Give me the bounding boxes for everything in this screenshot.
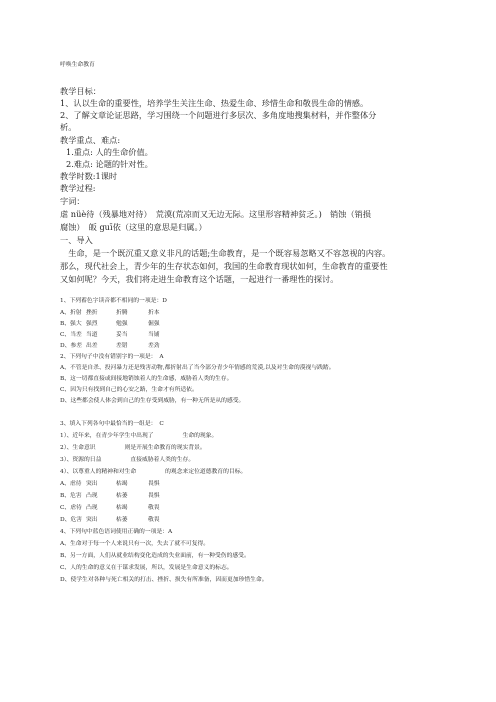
q3-option-row — [60, 480, 178, 488]
vocabulary-heading: 字词： — [60, 196, 85, 206]
q1-b-4: 倔强 — [148, 321, 160, 327]
q3-b-4: 畏惧 — [148, 493, 160, 499]
q3-sentence-4: 4）、以尊重人的精神和对生命 的观念来定位道德教育的目标。 — [60, 469, 247, 475]
teaching-hours: 教学时数:1课时 — [60, 171, 118, 181]
teaching-process: 教学过程: — [60, 183, 96, 193]
q1-d-4: 差劲 — [148, 343, 160, 349]
q2-option-c: C、因为只有找到自己的心安之路，生命才有所适依。 — [60, 387, 198, 393]
q3-a-3: 枯竭 — [116, 481, 128, 487]
q3-b-1: B、危害 — [60, 493, 82, 499]
q1-d-3: 差错 — [116, 343, 128, 349]
q1-option-row — [60, 320, 178, 328]
q3-option-row — [60, 492, 178, 500]
q1-c-4: 当铺 — [148, 332, 160, 338]
q4-option-c: C、人的生命的意义在于谋求发展，所以，发展是生命意义的标志。 — [60, 565, 233, 571]
q3-d-3: 枯萎 — [116, 517, 128, 523]
q1-a-3: 折腾 — [116, 310, 128, 316]
q3-c-2: 凸现 — [86, 505, 98, 511]
q3-option-row — [60, 504, 178, 512]
key-point-2: 2.难点: 论题的针对性。 — [66, 159, 153, 169]
q1-a-4: 折本 — [148, 310, 160, 316]
q1-c-1: C、当差 — [60, 332, 82, 338]
q3-c-1: C、虐待 — [60, 505, 82, 511]
key-points-heading: 教学重点、难点: — [60, 135, 121, 145]
q3-b-2: 凸现 — [86, 493, 98, 499]
key-point-1: 1.重点: 人的生命价值。 — [66, 147, 153, 157]
intro-heading: 一、导入 — [60, 235, 93, 245]
intro-paragraph-line-1: 生命，是一个既沉重又意义非凡的话题;生命教育，是一个既容易忽略又不容忽视的内容。 — [60, 248, 391, 258]
goal-1: 1、认以生命的重要性，培养学生关注生命、热爱生命、珍惜生命和敬畏生命的情感。 — [60, 98, 369, 108]
q3-c-4: 敬畏 — [148, 505, 160, 511]
q4-option-d: D、使学生对各种与死亡相关的打击、挫折、损失有所准备，因而更加珍惜生命。 — [60, 577, 268, 583]
q3-a-4: 畏惧 — [148, 481, 160, 487]
q2-option-d: D、这些都会使人体会到自己的生存受到威胁，有一种无所是从的感受。 — [60, 398, 245, 404]
q1-stem: 1、下列蓄色字读音都不相同的一项是：D — [60, 298, 167, 304]
q1-d-2: 出差 — [86, 343, 98, 349]
q3-sentence-3: 3）、资源的日益 直接威胁着人类的生存。 — [60, 457, 195, 463]
q3-a-1: A、虐待 — [60, 481, 82, 487]
q1-b-2: 强烈 — [86, 321, 98, 327]
q1-d-1: D、参差 — [60, 343, 83, 349]
intro-paragraph-line-2: 那么，现代社会上，青少年的生存状态如何，我国的生命教育现状如何，生命教育的重要性 — [60, 261, 388, 271]
q3-d-1: D、危害 — [60, 517, 83, 523]
q1-option-row — [60, 309, 178, 317]
q3-a-2: 突出 — [86, 481, 98, 487]
intro-paragraph-line-3: 又如何呢？今天，我们将走进生命教育这个话题，一起进行一番理性的探讨。 — [60, 274, 339, 284]
goal-2-line-1: 2、了解文章论证思路，学习围绕一个问题进行多层次、多角度地搜集材料，并作整体分 — [60, 110, 377, 120]
q3-d-2: 突出 — [86, 517, 98, 523]
q1-option-row — [60, 331, 178, 339]
q4-option-b: B、另一方面，人们从就业结构变化造成的失业面前，有一种受伤的感受。 — [60, 553, 250, 559]
goals-heading: 教学目标： — [60, 86, 101, 96]
vocabulary-line-2: 腐蚀） 皈 guī依（这里的意思是归属。） — [60, 222, 207, 232]
q1-c-3: 妥当 — [116, 332, 128, 338]
q3-c-3: 枯竭 — [116, 505, 128, 511]
q2-stem: 2、下列句子中没有错别字的一项是： A — [60, 354, 164, 360]
goal-2-line-2: 析。 — [60, 122, 77, 132]
document-title: 呼唤生命教育 — [60, 62, 95, 68]
q2-option-b: B、这一切都直接或间接地销蚀着人的生命感，威胁着人类的生存。 — [60, 376, 233, 382]
q3-sentence-1: 1）、近年来，在青少年学生中出现了 生命的现象。 — [60, 433, 218, 439]
q1-b-3: 勉强 — [116, 321, 128, 327]
q4-stem: 4、下列句中蓝色语词使用正确的一项是：A — [60, 529, 173, 535]
q4-option-a: A、生命对于每一个人来说只有一次，失去了就不可复得。 — [60, 541, 210, 547]
q3-sentence-2: 2）、生命意识 则是开展生命教育的现实背景。 — [60, 445, 206, 451]
q3-d-4: 敬畏 — [148, 517, 160, 523]
q3-b-3: 枯萎 — [116, 493, 128, 499]
q1-option-row — [60, 342, 178, 350]
q1-c-2: 当道 — [86, 332, 98, 338]
q1-a-2: 挫折 — [86, 310, 98, 316]
vocabulary-line-1: 虐 nüè待（残暴地对待） 荒漠(荒凉而又无边无际。这里形容精神贫乏。) 销蚀（销损 — [60, 209, 371, 219]
q3-stem: 3、填入下列各句中最恰当的一组是： C — [60, 421, 164, 427]
q1-b-1: B、强大 — [60, 321, 82, 327]
q1-a-1: A、折射 — [60, 310, 82, 316]
q3-option-row — [60, 516, 178, 524]
q2-option-a: A、不管是自杀、投河暴力还是残害动物,都折射出了当今部分青少年情感的荒漠,以及对生命的漠视与践踏。 — [60, 365, 335, 371]
